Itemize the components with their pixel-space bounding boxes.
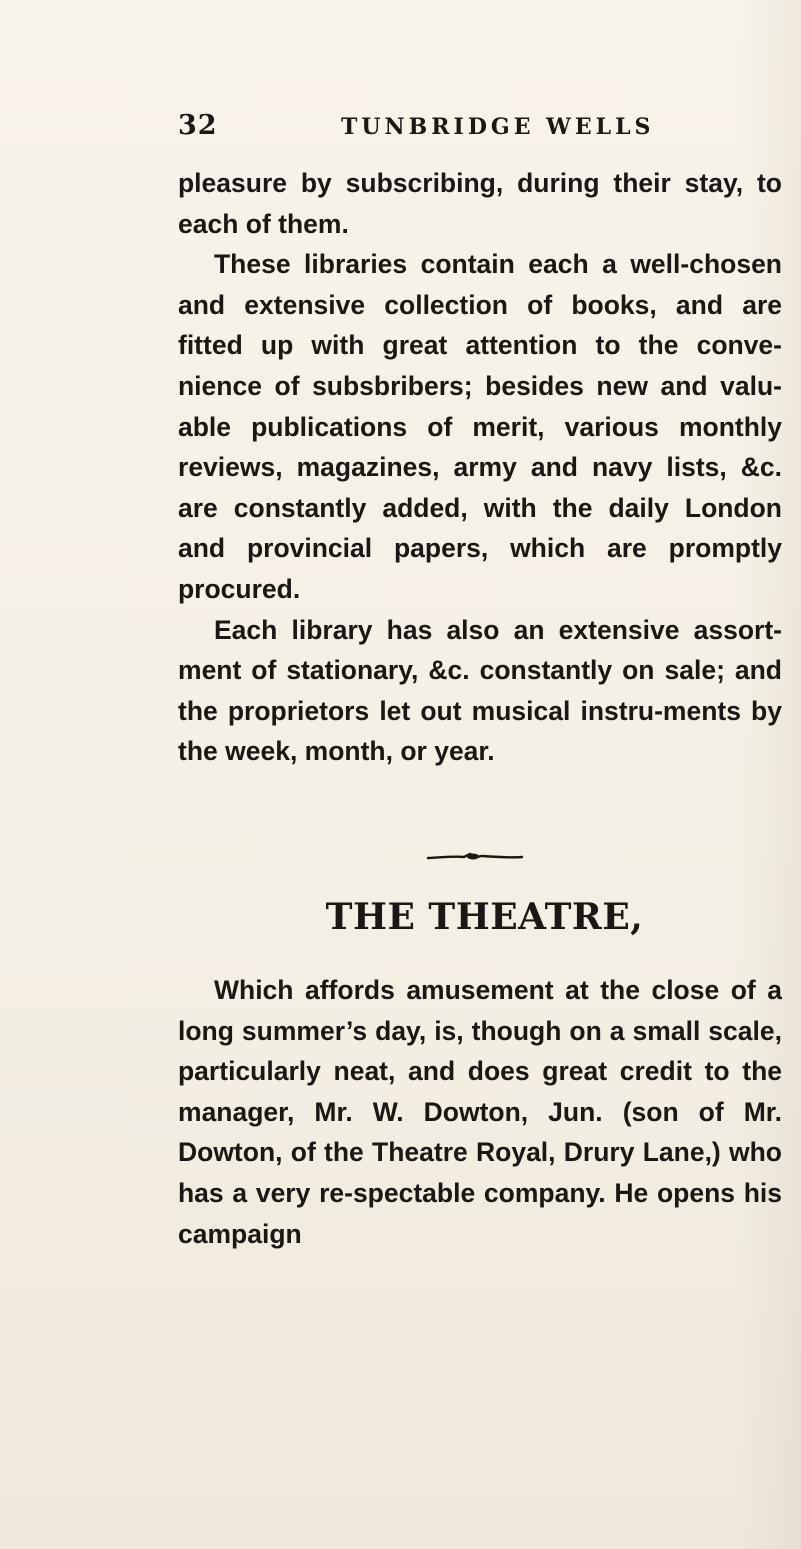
running-title: TUNBRIDGE WELLS xyxy=(341,114,655,140)
page-number: 32 xyxy=(178,110,218,141)
paragraph-continuation: pleasure by subscribing, during their stay, to each of them. xyxy=(178,168,782,239)
section-heading-theatre xyxy=(0,896,801,938)
text-block-libraries xyxy=(178,163,782,772)
running-head xyxy=(0,110,801,150)
paragraph-theatre: Which affords amusement at the close of a long summer’s day, is, though on a small scale, particularly neat, and does great credit to the manager, Mr. W. Dowton, Jun. (son of Mr. Dowton, of the Theatre Royal, Drury Lane,) who has a very re-spectable company. He opens his campaign xyxy=(178,975,782,1249)
text-block-theatre xyxy=(178,970,782,1254)
section-heading-text: THE THEATRE, xyxy=(325,896,644,938)
section-divider-ornament-icon xyxy=(426,852,524,862)
paragraph-libraries-collection: These libraries contain each a well-chosen and extensive collection of books, and are fitted up with great attention to the conve-nience of subsbribers; besides new and valu-able publications of merit, various monthly reviews, magazines, army and navy lists, &c. are constantly added, with the daily London and provincial papers, which are promptly procured. xyxy=(178,249,782,604)
paragraph-libraries-stationary: Each library has also an extensive assort-ment of stationary, &c. constantly on sale; and the proprietors let out musical instru-ments by the week, month, or year. xyxy=(178,614,782,767)
